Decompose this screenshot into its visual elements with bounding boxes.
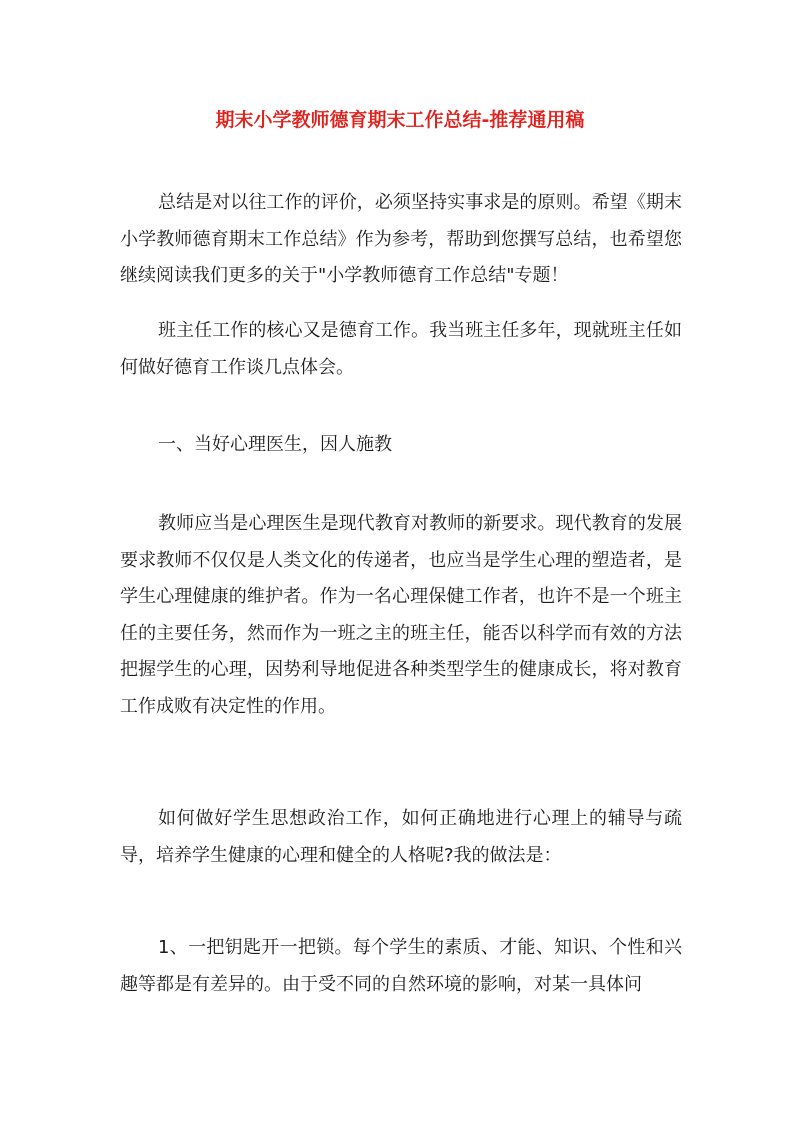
paragraph-question: 如何做好学生思想政治工作，如何正确地进行心理上的辅导与疏导，培养学生健康的心理和健全的人格呢?我的做法是： bbox=[120, 808, 682, 866]
paragraph-method-1: 1、一把钥匙开一把锁。每个学生的素质、才能、知识、个性和兴趣等都是有差异的。由于受不同的自然环境的影响，对某一具体问 bbox=[120, 937, 682, 995]
section-heading: 一、当好心理医生，因人施教 bbox=[158, 434, 392, 455]
paragraph-psychology: 教师应当是心理医生是现代教育对教师的新要求。现代教育的发展要求教师不仅仅是人类文化的传递者，也应当是学生心理的塑造者，是学生心理健康的维护者。作为一名心理保健工作者，也许不是一个班主任的主要任务，然而作为一班之主的班主任，能否以科学而有效的方法把握学生的心理，因势利导地促进各种类型学生的健康成长，将对教育工作成败有决定性的作用。 bbox=[120, 513, 682, 717]
document-title: 期末小学教师德育期末工作总结-推荐通用稿 bbox=[215, 109, 585, 131]
paragraph-intro: 总结是对以往工作的评价，必须坚持实事求是的原则。希望《期末小学教师德育期末工作总结》作为参考，帮助到您撰写总结，也希望您继续阅读我们更多的关于"小学教师德育工作总结"专题！ bbox=[120, 192, 682, 286]
paragraph-core: 班主任工作的核心又是德育工作。我当班主任多年，现就班主任如何做好德育工作谈几点体会。 bbox=[120, 320, 682, 378]
